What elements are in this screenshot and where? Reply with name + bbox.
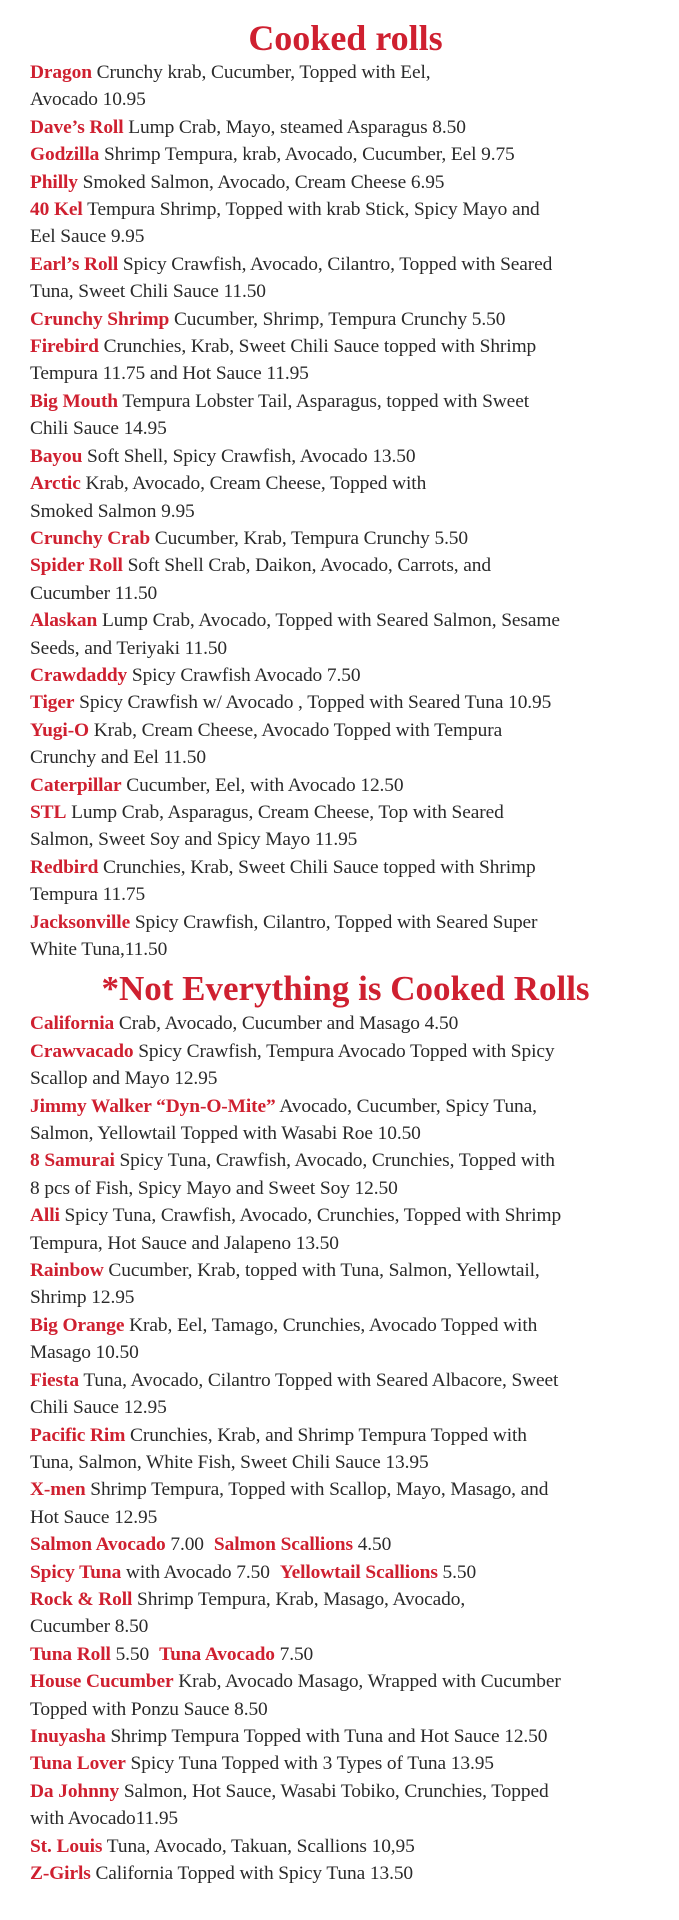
- menu-item: [30, 1312, 661, 1367]
- menu-item-description: 4.50: [352, 1534, 392, 1556]
- menu-item-name: Redbird: [30, 856, 99, 878]
- menu-item: [30, 799, 661, 854]
- menu-item-description: with Avocado 7.50: [121, 1561, 270, 1583]
- menu-item-description-continued: Tuna, Salmon, White Fish, Sweet Chili Sauce 13.95: [30, 1451, 429, 1473]
- menu-item-name: Big Mouth: [30, 390, 118, 412]
- menu-item-description: Cucumber, Eel, with Avocado 12.50: [121, 774, 404, 796]
- menu-item: [30, 1010, 661, 1037]
- menu-item-description-continued: Eel Sauce 9.95: [30, 226, 145, 248]
- menu-item-name: Jimmy Walker “Dyn-O-Mite”: [30, 1095, 276, 1117]
- menu-item-description: Spicy Crawfish, Cilantro, Topped with Seared Super: [130, 911, 538, 933]
- menu-item-description-continued: with Avocado11.95: [30, 1808, 179, 1830]
- menu-item: [30, 59, 661, 114]
- menu-item-name: Yugi-O: [30, 719, 90, 741]
- menu-item: [30, 251, 661, 306]
- menu-item-name: Inuyasha: [30, 1725, 106, 1747]
- menu-item: [30, 114, 661, 141]
- menu-item-description: Spicy Tuna, Crawfish, Avocado, Crunchies, Topped with Shrimp: [59, 1205, 562, 1227]
- menu-item-description-continued: Shrimp 12.95: [30, 1287, 135, 1309]
- menu-item: [30, 1202, 661, 1257]
- menu-item-name: X-men: [30, 1479, 86, 1501]
- menu-item-description: Salmon, Hot Sauce, Wasabi Tobiko, Crunchies, Topped: [119, 1780, 549, 1802]
- menu-item-name: Arctic: [30, 473, 81, 495]
- menu-item-description: 7.00: [165, 1534, 204, 1556]
- menu-item-description: Krab, Avocado Masago, Wrapped with Cucumber: [173, 1671, 561, 1693]
- menu-item-description: Spicy Tuna, Crawfish, Avocado, Crunchies, Topped with: [114, 1150, 555, 1172]
- menu-item: [30, 196, 661, 251]
- menu-item-name: Caterpillar: [30, 774, 122, 796]
- menu-item-name: Salmon Avocado: [30, 1534, 166, 1556]
- menu-item-description: California Topped with Spicy Tuna 13.50: [90, 1863, 414, 1884]
- menu-item-description: Soft Shell Crab, Daikon, Avocado, Carrots, and: [122, 555, 491, 577]
- menu-item-description-continued: Cucumber 8.50: [30, 1616, 149, 1638]
- menu-item-name: Firebird: [30, 336, 99, 358]
- menu-item-description: Krab, Eel, Tamago, Crunchies, Avocado Topped with: [124, 1314, 538, 1336]
- menu-item-name: Z-Girls: [30, 1863, 91, 1884]
- menu-item-description: Shrimp Tempura, krab, Avocado, Cucumber, Eel 9.75: [99, 144, 515, 166]
- menu-item-name: Jacksonville: [30, 911, 131, 933]
- menu-item-description-continued: Hot Sauce 12.95: [30, 1506, 158, 1528]
- menu-item-name: Dave’s Roll: [30, 116, 124, 138]
- menu-item-name: Crunchy Shrimp: [30, 308, 170, 330]
- menu-item: [30, 1559, 661, 1586]
- menu-item-name: 8 Samurai: [30, 1150, 115, 1172]
- menu-item-description-continued: Crunchy and Eel 11.50: [30, 747, 206, 769]
- menu-item: [30, 1038, 661, 1093]
- menu-item-description-continued: White Tuna,11.50: [30, 939, 168, 960]
- menu-item-name: Tuna Avocado: [159, 1643, 275, 1665]
- menu-item-description: Avocado, Cucumber, Spicy Tuna,: [275, 1095, 537, 1117]
- menu-item-name: Tiger: [30, 692, 75, 714]
- menu-item: [30, 1257, 661, 1312]
- menu-item-name: Crunchy Crab: [30, 527, 151, 549]
- menu-item: [30, 1778, 661, 1833]
- menu-item-name: St. Louis: [30, 1835, 103, 1857]
- menu-item-description-continued: Tuna, Sweet Chili Sauce 11.50: [30, 281, 266, 303]
- menu-item-description: 7.50: [274, 1643, 314, 1665]
- menu-item-description-continued: Salmon, Yellowtail Topped with Wasabi Roe 10.50: [30, 1123, 421, 1145]
- menu-item-description-continued: Tempura, Hot Sauce and Jalapeno 13.50: [30, 1232, 339, 1254]
- menu-item-description: Spicy Crawfish, Avocado, Cilantro, Topped with Seared: [118, 253, 553, 275]
- cooked-rolls-list: [30, 59, 661, 963]
- menu-item-description: Shrimp Tempura, Krab, Masago, Avocado,: [132, 1588, 466, 1610]
- section-title-not-cooked: *Not Everything is Cooked Rolls: [101, 969, 590, 1009]
- menu-item-description: Cucumber, Krab, topped with Tuna, Salmon, Yellowtail,: [103, 1260, 540, 1282]
- menu-item-name: Rock & Roll: [30, 1588, 133, 1610]
- menu-item-description: Shrimp Tempura, Topped with Scallop, Mayo, Masago, and: [85, 1479, 549, 1501]
- menu-item-name: Crawvacado: [30, 1040, 134, 1062]
- menu-item-name: Pacific Rim: [30, 1424, 126, 1446]
- menu-item-description: Crunchy krab, Cucumber, Topped with Eel,: [91, 62, 431, 83]
- menu-item-description-continued: Smoked Salmon 9.95: [30, 500, 195, 522]
- menu-item-description-continued: Masago 10.50: [30, 1342, 139, 1364]
- menu-item-description: Lump Crab, Asparagus, Cream Cheese, Top with Seared: [66, 801, 504, 823]
- menu-item: [30, 1668, 661, 1723]
- menu-item: [30, 662, 661, 689]
- menu-item-description-continued: Tempura 11.75 and Hot Sauce 11.95: [30, 363, 309, 385]
- menu-item-name: Salmon Scallions: [213, 1534, 353, 1556]
- menu-item-name: Rainbow: [30, 1260, 104, 1282]
- menu-item-name: Big Orange: [30, 1314, 125, 1336]
- menu-item: [30, 1531, 661, 1558]
- menu-item-name: House Cucumber: [30, 1671, 174, 1693]
- menu-item-name: Da Johnny: [30, 1780, 120, 1802]
- menu-item-description: Crab, Avocado, Cucumber and Masago 4.50: [114, 1013, 459, 1035]
- menu-item-name: Yellowtail Scallions: [279, 1561, 438, 1583]
- menu-item-description: Tuna, Avocado, Takuan, Scallions 10,95: [102, 1835, 415, 1857]
- menu-item-description: Cucumber, Krab, Tempura Crunchy 5.50: [150, 527, 469, 549]
- menu-item-name: Alaskan: [30, 610, 98, 632]
- menu-item: [30, 443, 661, 470]
- menu-item-description: Lump Crab, Mayo, steamed Asparagus 8.50: [123, 116, 466, 138]
- menu-item: [30, 854, 661, 909]
- menu-item-description: Tempura Shrimp, Topped with krab Stick, Spicy Mayo and: [82, 199, 540, 221]
- menu-item-name: Bayou: [30, 445, 83, 467]
- menu-item: [30, 333, 661, 388]
- menu-item: [30, 689, 661, 716]
- menu-item-name: California: [30, 1013, 115, 1035]
- menu-item: [30, 909, 661, 964]
- menu-item-description-continued: Cucumber 11.50: [30, 582, 158, 604]
- menu-item-description-continued: Avocado 10.95: [30, 89, 146, 111]
- menu-item-name: Earl’s Roll: [30, 253, 119, 275]
- menu-item: [30, 552, 661, 607]
- menu-item: [30, 388, 661, 443]
- menu-item: [30, 1833, 661, 1860]
- menu-item-name: 40 Kel: [30, 199, 83, 221]
- menu-item-name: Crawdaddy: [30, 664, 128, 686]
- section-title-cooked-rolls: Cooked rolls: [248, 18, 443, 58]
- menu-item-description: Tempura Lobster Tail, Asparagus, topped with Sweet: [118, 390, 529, 412]
- menu-item: [30, 470, 661, 525]
- menu-item-description: Smoked Salmon, Avocado, Cream Cheese 6.95: [77, 171, 445, 193]
- menu-item-description: Spicy Tuna Topped with 3 Types of Tuna 13.95: [125, 1753, 494, 1775]
- menu-item-name: Fiesta: [30, 1369, 79, 1391]
- menu-item-name: Dragon: [30, 62, 92, 83]
- menu-item: [30, 1586, 661, 1641]
- menu-item-description-continued: Chili Sauce 12.95: [30, 1397, 167, 1419]
- menu-item-description-continued: Tempura 11.75: [30, 884, 146, 906]
- menu-item: [30, 1093, 661, 1148]
- menu-item-description-continued: Scallop and Mayo 12.95: [30, 1068, 218, 1090]
- menu-item-name: Tuna Roll: [30, 1643, 111, 1665]
- menu-item: [30, 607, 661, 662]
- menu-item-description: 5.50: [110, 1643, 150, 1665]
- menu-item: [30, 1147, 661, 1202]
- menu-item-description: Shrimp Tempura Topped with Tuna and Hot Sauce 12.50: [105, 1725, 548, 1747]
- menu-item-description: Lump Crab, Avocado, Topped with Seared Salmon, Sesame: [97, 610, 560, 632]
- menu-item-description: Spicy Crawfish, Tempura Avocado Topped with Spicy: [133, 1040, 555, 1062]
- menu-item-description-continued: Topped with Ponzu Sauce 8.50: [30, 1698, 268, 1720]
- menu-item-description: Spicy Crawfish w/ Avocado , Topped with Seared Tuna 10.95: [74, 692, 552, 714]
- menu-item-name: Alli: [30, 1205, 60, 1227]
- menu-item-name: Godzilla: [30, 144, 100, 166]
- menu-item-description: Cucumber, Shrimp, Tempura Crunchy 5.50: [169, 308, 506, 330]
- menu-item: [30, 1367, 661, 1422]
- menu-item: [30, 772, 661, 799]
- menu-item-description-continued: Seeds, and Teriyaki 11.50: [30, 637, 228, 659]
- menu-item-description: Krab, Cream Cheese, Avocado Topped with Tempura: [89, 719, 503, 741]
- menu-item-description: Tuna, Avocado, Cilantro Topped with Seared Albacore, Sweet: [78, 1369, 559, 1391]
- menu-item-description: Crunchies, Krab, Sweet Chili Sauce topped with Shrimp: [98, 336, 537, 358]
- menu-item-description: Crunchies, Krab, Sweet Chili Sauce topped with Shrimp: [98, 856, 536, 878]
- menu-item: [30, 717, 661, 772]
- menu-item: [30, 1476, 661, 1531]
- menu-item-description: 5.50: [437, 1561, 477, 1583]
- menu-item: [30, 141, 661, 168]
- menu-item: [30, 1860, 661, 1887]
- menu-item: [30, 1422, 661, 1477]
- menu-item-description: Crunchies, Krab, and Shrimp Tempura Topped with: [125, 1424, 527, 1446]
- menu-item-name: STL: [30, 801, 67, 823]
- menu-item: [30, 1641, 661, 1668]
- menu-item-description: Krab, Avocado, Cream Cheese, Topped with: [80, 473, 427, 495]
- menu-item: [30, 525, 661, 552]
- menu-item-name: Tuna Lover: [30, 1753, 126, 1775]
- menu-item: [30, 1723, 661, 1750]
- not-cooked-rolls-list: [30, 1010, 661, 1887]
- menu-item-name: Spicy Tuna: [30, 1561, 122, 1583]
- menu-item: [30, 1750, 661, 1777]
- menu-item-description-continued: Chili Sauce 14.95: [30, 418, 167, 440]
- menu-item-description-continued: Salmon, Sweet Soy and Spicy Mayo 11.95: [30, 829, 358, 851]
- menu-item-description: Soft Shell, Spicy Crawfish, Avocado 13.50: [82, 445, 416, 467]
- menu-item-name: Philly: [30, 171, 78, 193]
- menu-item-description-continued: 8 pcs of Fish, Spicy Mayo and Sweet Soy 12.50: [30, 1177, 398, 1199]
- menu-item: [30, 306, 661, 333]
- menu-item: [30, 169, 661, 196]
- menu-item-name: Spider Roll: [30, 555, 123, 577]
- menu-item-description: Spicy Crawfish Avocado 7.50: [127, 664, 361, 686]
